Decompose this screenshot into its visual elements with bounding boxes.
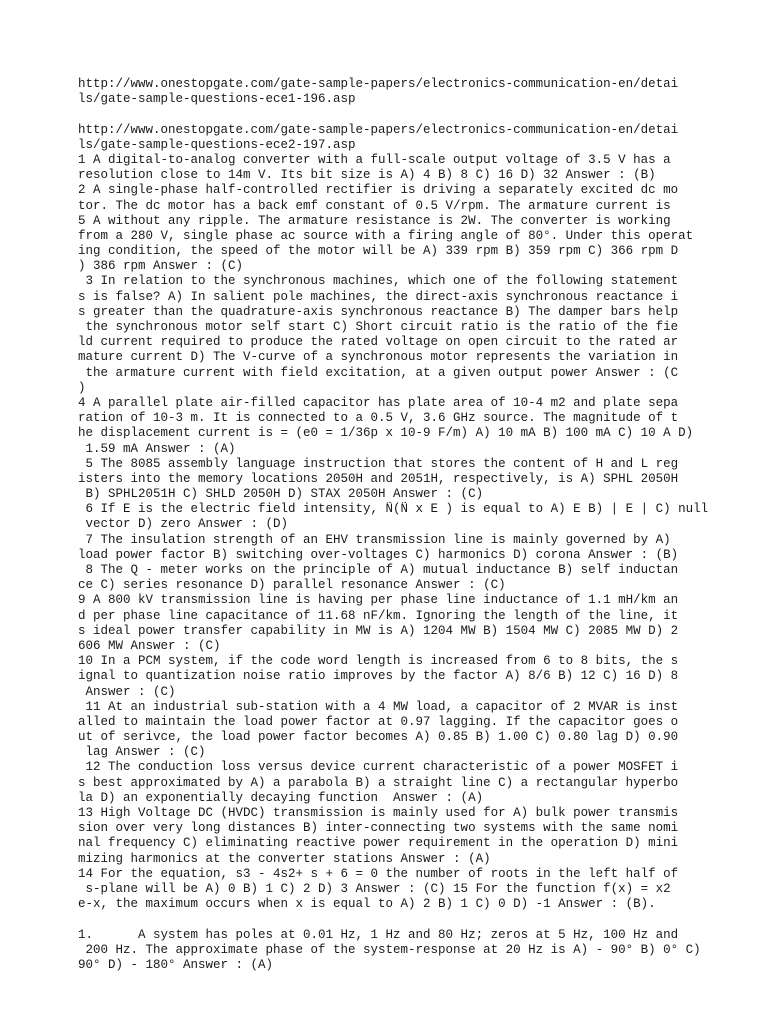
text-line: lag Answer : (C): [78, 745, 206, 760]
text-line: nal frequency C) eliminating reactive power requirement in the operation D) mini: [78, 836, 679, 851]
text-line: 11 At an industrial sub-station with a 4 MW load, a capacitor of 2 MVAR is inst: [78, 699, 679, 714]
text-line: the armature current with field excitation, at a given output power Answer : (C: [78, 365, 679, 380]
text-line: mizing harmonics at the converter stations Answer : (A): [78, 851, 491, 866]
text-line: ut of serivce, the load power factor becomes A) 0.85 B) 1.00 C) 0.80 lag D) 0.90: [78, 730, 679, 745]
text-line: tor. The dc motor has a back emf constant of 0.5 V/rpm. The armature current is: [78, 198, 671, 213]
document-page: [78, 77, 758, 973]
text-line: Answer : (C): [78, 684, 176, 699]
text-line: ): [78, 380, 86, 395]
text-line: 2 A single-phase half-controlled rectifier is driving a separately excited dc mo: [78, 183, 679, 198]
text-line: ignal to quantization noise ratio improves by the factor A) 8/6 B) 12 C) 16 D) 8: [78, 669, 679, 684]
text-line: B) SPHL2051H C) SHLD 2050H D) STAX 2050H Answer : (C): [78, 487, 484, 502]
text-line: s best approximated by A) a parabola B) a straight line C) a rectangular hyperbo: [78, 775, 679, 790]
text-line: ration of 10-3 m. It is connected to a 0.5 V, 3.6 GHz source. The magnitude of t: [78, 411, 679, 426]
text-line: isters into the memory locations 2050H and 2051H, respectively, is A) SPHL 2050H: [78, 471, 679, 486]
text-line: vector D) zero Answer : (D): [78, 517, 289, 532]
text-line: s-plane will be A) 0 B) 1 C) 2 D) 3 Answer : (C) 15 For the function f(x) = x2: [78, 881, 671, 896]
text-line: http://www.onestopgate.com/gate-sample-papers/electronics-communication-en/detai: [78, 122, 679, 137]
text-line: the synchronous motor self start C) Short circuit ratio is the ratio of the fie: [78, 320, 679, 334]
text-line: resolution close to 14m V. Its bit size is A) 4 B) 8 C) 16 D) 32 Answer : (B): [78, 168, 656, 183]
text-line: 200 Hz. The approximate phase of the system-response at 20 Hz is A) - 90° B) 0° C): [78, 942, 701, 957]
text-line: ld current required to produce the rated voltage on open circuit to the rated ar: [78, 335, 679, 350]
text-line: 9 A 800 kV transmission line is having per phase line inductance of 1.1 mH/km an: [78, 593, 679, 608]
text-line: d per phase line capacitance of 11.68 nF/km. Ignoring the length of the line, it: [78, 608, 679, 623]
text-line: 1. A system has poles at 0.01 Hz, 1 Hz and 80 Hz; zeros at 5 Hz, 100 Hz and: [78, 927, 679, 942]
text-line: ls/gate-sample-questions-ece2-197.asp: [78, 137, 356, 152]
text-line: e-x, the maximum occurs when x is equal to A) 2 B) 1 C) 0 D) -1 Answer : (B).: [78, 897, 656, 912]
text-line: 7 The insulation strength of an EHV transmission line is mainly governed by A): [78, 532, 671, 547]
text-line: 8 The Q - meter works on the principle of A) mutual inductance B) self inductan: [78, 563, 679, 577]
text-line: sion over very long distances B) inter-connecting two systems with the same nomi: [78, 821, 679, 836]
text-line: 4 A parallel plate air-filled capacitor has plate area of 10-4 m2 and plate sepa: [78, 395, 679, 410]
text-line: 1 A digital-to-analog converter with a full-scale output voltage of 3.5 V has a: [78, 152, 671, 167]
text-line: s greater than the quadrature-axis synchronous reactance B) The damper bars help: [78, 304, 679, 319]
text-line: alled to maintain the load power factor at 0.97 lagging. If the capacitor goes o: [78, 714, 679, 729]
text-line: 5 The 8085 assembly language instruction that stores the content of H and L reg: [78, 456, 679, 471]
text-line: ) 386 rpm Answer : (C): [78, 259, 244, 274]
text-line: ce C) series resonance D) parallel resonance Answer : (C): [78, 578, 506, 593]
text-line: ls/gate-sample-questions-ece1-196.asp: [78, 92, 356, 107]
text-line: 5 A without any ripple. The armature resistance is 2W. The converter is working: [78, 213, 671, 228]
text-line: [78, 107, 758, 122]
text-line: s is false? A) In salient pole machines, the direct-axis synchronous reactance i: [78, 289, 679, 304]
text-line: [78, 912, 758, 927]
text-line: 606 MW Answer : (C): [78, 638, 221, 653]
text-line: ing condition, the speed of the motor will be A) 339 rpm B) 359 rpm C) 366 rpm D: [78, 244, 679, 259]
text-line: s ideal power transfer capability in MW is A) 1204 MW B) 1504 MW C) 2085 MW D) 2: [78, 623, 679, 638]
text-line: 1.59 mA Answer : (A): [78, 441, 236, 456]
text-line: mature current D) The V-curve of a synchronous motor represents the variation in: [78, 350, 679, 365]
text-line: 10 In a PCM system, if the code word length is increased from 6 to 8 bits, the s: [78, 654, 679, 669]
text-line: from a 280 V, single phase ac source with a firing angle of 80°. Under this operat: [78, 228, 694, 243]
text-line: http://www.onestopgate.com/gate-sample-papers/electronics-communication-en/detai: [78, 77, 679, 91]
text-line: 6 If E is the electric field intensity, Ñ(Ñ x E ) is equal to A) E B) | E | C) null: [78, 502, 709, 517]
text-line: la D) an exponentially decaying function Answer : (A): [78, 790, 484, 805]
text-line: 3 In relation to the synchronous machines, which one of the following statement: [78, 274, 679, 289]
text-line: 12 The conduction loss versus device current characteristic of a power MOSFET i: [78, 760, 679, 775]
text-line: load power factor B) switching over-voltages C) harmonics D) corona Answer : (B): [78, 547, 679, 562]
text-line: 13 High Voltage DC (HVDC) transmission is mainly used for A) bulk power transmis: [78, 806, 679, 820]
text-line: 14 For the equation, s3 - 4s2+ s + 6 = 0 the number of roots in the left half of: [78, 866, 679, 881]
text-line: he displacement current is = (e0 = 1/36p x 10-9 F/m) A) 10 mA B) 100 mA C) 10 A D): [78, 426, 694, 441]
text-line: 90° D) - 180° Answer : (A): [78, 957, 274, 972]
